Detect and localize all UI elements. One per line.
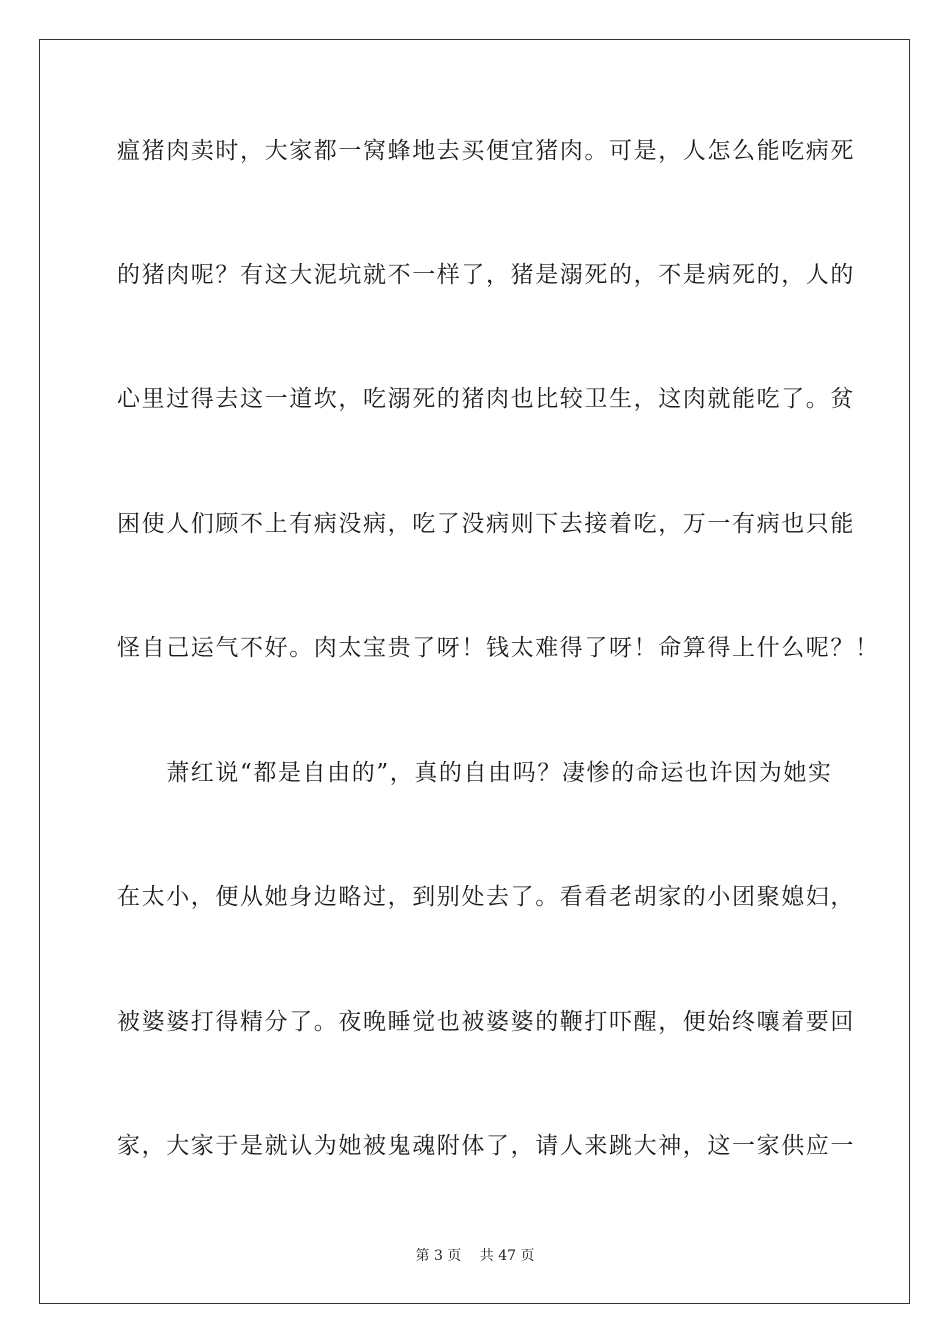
page-border bbox=[39, 39, 910, 1304]
text-line: 心里过得去这一道坎，吃溺死的猪肉也比较卫生，这肉就能吃了。贫 bbox=[117, 386, 855, 412]
text-line: 瘟猪肉卖时，大家都一窝蜂地去买便宜猪肉。可是，人怎么能吃病死 bbox=[117, 138, 855, 164]
text-line: 困使人们顾不上有病没病，吃了没病则下去接着吃，万一有病也只能 bbox=[117, 511, 855, 537]
text-line: 被婆婆打得精分了。夜晚睡觉也被婆婆的鞭打吓醒，便始终嚷着要回 bbox=[117, 1009, 855, 1035]
text-line: 的猪肉呢？有这大泥坑就不一样了，猪是溺死的，不是病死的，人的 bbox=[117, 262, 855, 288]
text-line: 怪自己运气不好。肉太宝贵了呀！钱太难得了呀！命算得上什么呢？！ bbox=[117, 635, 880, 661]
text-line: 在太小，便从她身边略过，到别处去了。看看老胡家的小团聚媳妇， bbox=[117, 884, 855, 910]
text-line: 家，大家于是就认为她被鬼魂附体了，请人来跳大神，这一家供应一 bbox=[117, 1133, 855, 1159]
page-footer: 第 3 页 共 47 页 bbox=[415, 1248, 535, 1264]
text-line: 萧红说“都是自由的”，真的自由吗？凄惨的命运也许因为她实 bbox=[117, 760, 833, 786]
